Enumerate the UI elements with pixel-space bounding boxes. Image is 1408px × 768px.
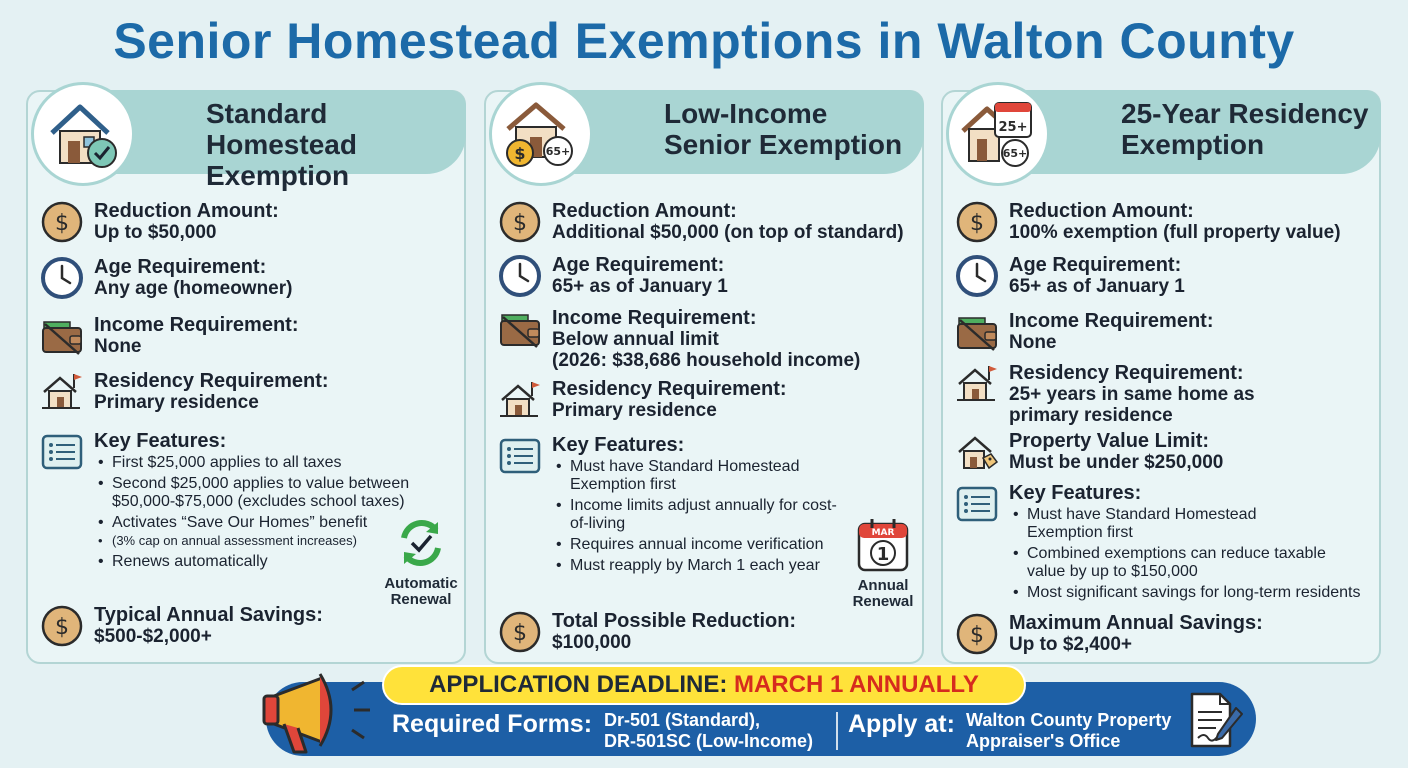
income-value: None bbox=[94, 336, 142, 357]
wallet-crossed-icon bbox=[498, 307, 542, 351]
card-standard-homestead bbox=[26, 90, 466, 664]
forms-value bbox=[604, 710, 834, 752]
deadline-callout bbox=[382, 665, 1026, 705]
feature-item: • Second $25,000 applies to value between $50,000-$75,000 (excludes school taxes) bbox=[112, 475, 442, 511]
card-25-year-residency bbox=[941, 90, 1381, 664]
clock-icon bbox=[955, 254, 999, 298]
income-value: Below annual limit bbox=[552, 329, 719, 350]
deadline-prefix: APPLICATION DEADLINE: bbox=[429, 671, 734, 698]
renew-arrows-icon bbox=[394, 516, 448, 570]
wallet-crossed-icon bbox=[40, 314, 84, 358]
dollar-coin-icon bbox=[40, 604, 84, 648]
reduction-value: 100% exemption (full property value) bbox=[1009, 222, 1341, 243]
card-low-income-senior bbox=[484, 90, 924, 664]
feature-item: • Most significant savings for long-term residents bbox=[1027, 584, 1377, 602]
reduction-label: Reduction Amount: bbox=[1009, 200, 1194, 222]
income-value: None bbox=[1009, 332, 1057, 353]
savings-value: $500-$2,000+ bbox=[94, 626, 212, 647]
age-value: Any age (homeowner) bbox=[94, 278, 293, 299]
calendar-icon bbox=[856, 516, 910, 574]
badge-age-text: 65+ bbox=[545, 145, 571, 158]
residency-label: Residency Requirement: bbox=[552, 378, 787, 400]
feature-item: • Combined exemptions can reduce taxable value by up to $150,000 bbox=[1027, 545, 1357, 581]
card-header bbox=[546, 90, 924, 174]
card-title: Low-Income Senior Exemption bbox=[664, 98, 903, 160]
apply-value-line1: Walton County Property bbox=[966, 710, 1172, 730]
clock-icon bbox=[498, 254, 542, 298]
feature-item: • Renews automatically bbox=[112, 553, 456, 571]
dollar-coin-icon bbox=[955, 200, 999, 244]
feature-item: • Must have Standard Homestead Exemption first bbox=[1027, 506, 1297, 542]
reduction-label: Reduction Amount: bbox=[94, 200, 279, 222]
card-header bbox=[1003, 90, 1381, 174]
megaphone-icon bbox=[260, 660, 380, 760]
card-title: 25-Year Residency Exemption bbox=[1121, 98, 1369, 160]
residency-value: Primary residence bbox=[94, 392, 259, 413]
forms-value-line2: DR-501SC (Low-Income) bbox=[604, 731, 814, 751]
feature-item: • First $25,000 applies to all taxes bbox=[112, 454, 456, 472]
residency-label: Residency Requirement: bbox=[1009, 362, 1244, 384]
house-flag-icon bbox=[40, 370, 84, 414]
income-label: Income Requirement: bbox=[94, 314, 299, 336]
clock-icon bbox=[40, 256, 84, 300]
apply-value-line2: Appraiser's Office bbox=[966, 731, 1121, 751]
card-title: Standard Homestead Exemption bbox=[206, 98, 357, 191]
age-value: 65+ as of January 1 bbox=[552, 276, 728, 297]
forms-label: Required Forms: bbox=[392, 710, 593, 738]
residency-label: Residency Requirement: bbox=[94, 370, 329, 392]
list-icon bbox=[498, 434, 542, 478]
renewal-label: Annual Renewal bbox=[852, 577, 914, 610]
savings-label: Maximum Annual Savings: bbox=[1009, 612, 1263, 634]
dollar-coin-icon bbox=[498, 610, 542, 654]
svg-text:$: $ bbox=[514, 144, 526, 163]
reduction-label: Reduction Amount: bbox=[552, 200, 737, 222]
page-title: Senior Homestead Exemptions in Walton County bbox=[113, 13, 1295, 69]
total-label: Total Possible Reduction: bbox=[552, 610, 797, 632]
document-pen-icon bbox=[1186, 690, 1244, 750]
property-label: Property Value Limit: bbox=[1009, 430, 1210, 452]
age-label: Age Requirement: bbox=[94, 256, 267, 278]
banner-divider bbox=[836, 712, 838, 750]
calendar-month: MAR bbox=[871, 528, 895, 538]
forms-value-line1: Dr-501 (Standard), bbox=[604, 710, 761, 730]
house-check-icon bbox=[31, 82, 135, 186]
property-value: Must be under $250,000 bbox=[1009, 452, 1224, 473]
savings-label: Typical Annual Savings: bbox=[94, 604, 323, 626]
features-label: Key Features: bbox=[552, 434, 685, 456]
apply-label: Apply at: bbox=[848, 710, 955, 738]
feature-item: • Income limits adjust annually for cost-of-living bbox=[570, 497, 840, 533]
badge-calendar-text: 25+ bbox=[998, 120, 1028, 135]
apply-value bbox=[966, 710, 1186, 752]
residency-value: 25+ years in same home as primary residence bbox=[1009, 384, 1255, 426]
calendar-day: 1 bbox=[876, 544, 890, 565]
list-icon bbox=[955, 482, 999, 526]
income-label: Income Requirement: bbox=[1009, 310, 1214, 332]
renewal-label: Automatic Renewal bbox=[384, 575, 458, 608]
feature-item: • Requires annual income verification bbox=[570, 536, 860, 554]
house-dollar-icon bbox=[489, 82, 593, 186]
feature-item: • Activates “Save Our Homes” benefit bbox=[112, 514, 456, 532]
house-flag-icon bbox=[498, 378, 542, 422]
house-flag-icon bbox=[955, 362, 999, 406]
badge-age-text: 65+ bbox=[1002, 147, 1028, 160]
list-icon bbox=[40, 430, 84, 474]
dollar-coin-icon bbox=[40, 200, 84, 244]
features-label: Key Features: bbox=[94, 430, 227, 452]
age-label: Age Requirement: bbox=[1009, 254, 1182, 276]
dollar-coin-icon bbox=[955, 612, 999, 656]
feature-item: • (3% cap on annual assessment increases) bbox=[112, 532, 456, 550]
features-label: Key Features: bbox=[1009, 482, 1142, 504]
feature-item: • Must have Standard Homestead Exemption first bbox=[570, 458, 840, 494]
savings-value: Up to $2,400+ bbox=[1009, 634, 1133, 655]
card-header bbox=[88, 90, 466, 191]
reduction-value: Up to $50,000 bbox=[94, 222, 217, 243]
house-tag-icon bbox=[955, 430, 999, 474]
total-value: $100,000 bbox=[552, 632, 632, 653]
wallet-crossed-icon bbox=[955, 310, 999, 354]
reduction-value: Additional $50,000 (on top of standard) bbox=[552, 222, 904, 243]
feature-item: • Must reapply by March 1 each year bbox=[570, 557, 860, 575]
income-label: Income Requirement: bbox=[552, 307, 757, 329]
house-calendar-icon bbox=[946, 82, 1050, 186]
age-label: Age Requirement: bbox=[552, 254, 725, 276]
deadline-date: MARCH 1 ANNUALLY bbox=[733, 671, 979, 698]
dollar-coin-icon bbox=[498, 200, 542, 244]
income-value-detail: (2026: $38,686 household income) bbox=[552, 350, 861, 371]
residency-value: Primary residence bbox=[552, 400, 717, 421]
age-value: 65+ as of January 1 bbox=[1009, 276, 1185, 297]
